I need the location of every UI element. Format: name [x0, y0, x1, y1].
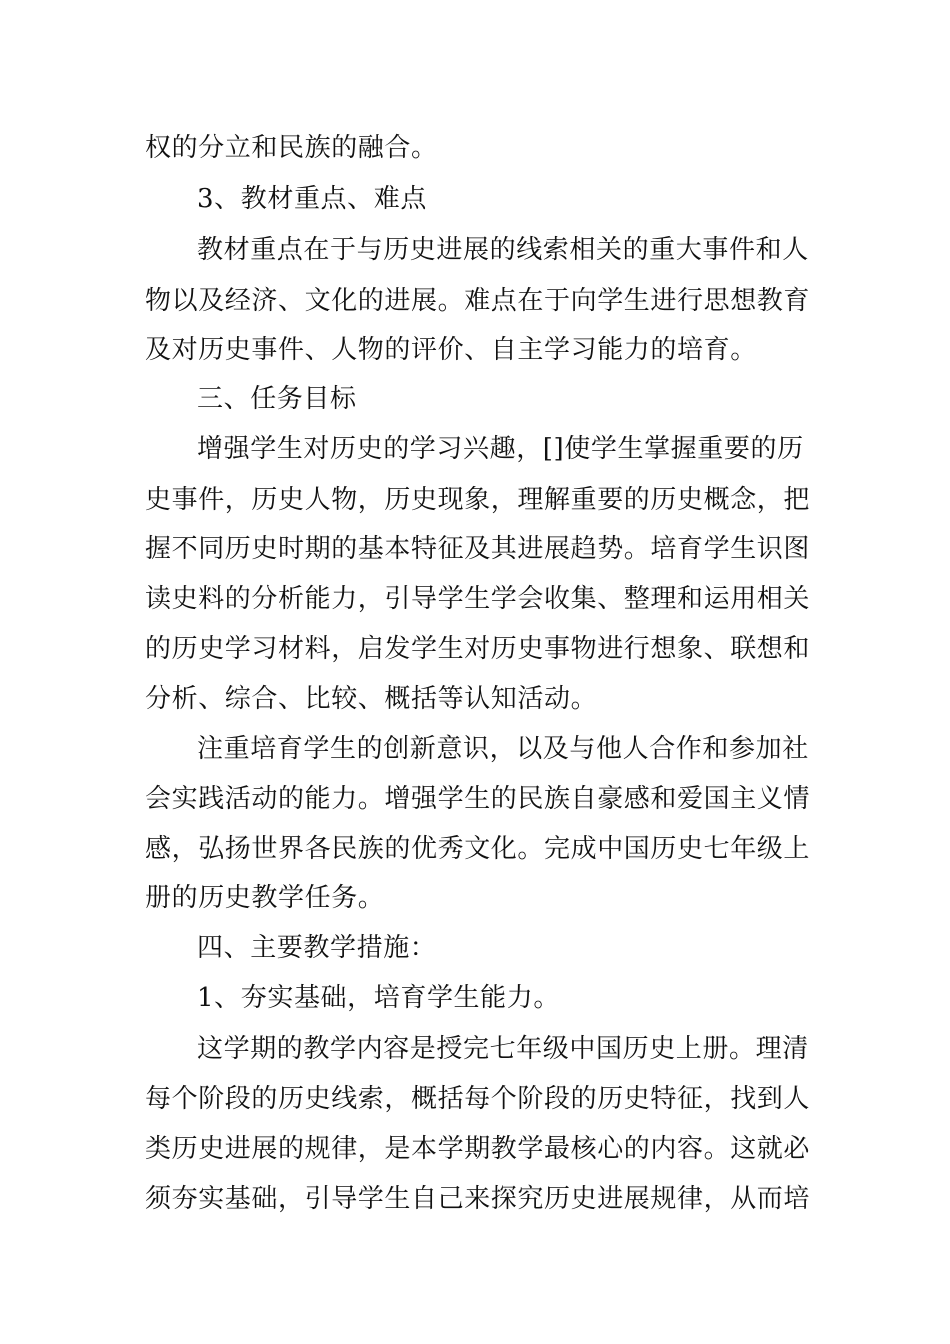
text-line: 史事件，历史人物，历史现象，理解重要的历史概念，把 [145, 485, 811, 515]
text-line: 的历史学习材料，启发学生对历史事物进行想象、联想和 [145, 634, 811, 664]
text-line: 会实践活动的能力。增强学生的民族自豪感和爱国主义情 [145, 784, 811, 814]
text-line: 感，弘扬世界各民族的优秀文化。完成中国历史七年级上 [145, 834, 811, 864]
text-line: 须夯实基础，引导学生自己来探究历史进展规律，从而培 [145, 1184, 811, 1214]
text-line: 权的分立和民族的融合。 [145, 133, 438, 163]
text-line: 注重培育学生的创新意识，以及与他人合作和参加社 [197, 734, 809, 764]
text-line: 物以及经济、文化的进展。难点在于向学生进行思想教育 [145, 286, 811, 316]
text-line: 类历史进展的规律，是本学期教学最核心的内容。这就必 [145, 1134, 811, 1164]
text-line: 册的历史教学任务。 [145, 883, 385, 913]
section-heading: 3、教材重点、难点 [197, 184, 427, 214]
text-line: 分析、综合、比较、概括等认知活动。 [145, 684, 598, 714]
subsection-heading: 1、夯实基础，培育学生能力。 [197, 983, 560, 1013]
section-heading: 三、任务目标 [197, 384, 357, 414]
text-line: 增强学生对历史的学习兴趣，[]使学生掌握重要的历 [197, 434, 804, 464]
text-line: 这学期的教学内容是授完七年级中国历史上册。理清 [197, 1034, 809, 1064]
text-line: 读史料的分析能力，引导学生学会收集、整理和运用相关 [145, 584, 811, 614]
text-line: 每个阶段的历史线索，概括每个阶段的历史特征，找到人 [145, 1084, 811, 1114]
section-heading: 四、主要教学措施： [197, 933, 437, 963]
text-line: 握不同历史时期的基本特征及其进展趋势。培育学生识图 [145, 534, 811, 564]
text-line: 及对历史事件、人物的评价、自主学习能力的培育。 [145, 335, 757, 365]
text-line: 教材重点在于与历史进展的线索相关的重大事件和人 [197, 235, 809, 265]
